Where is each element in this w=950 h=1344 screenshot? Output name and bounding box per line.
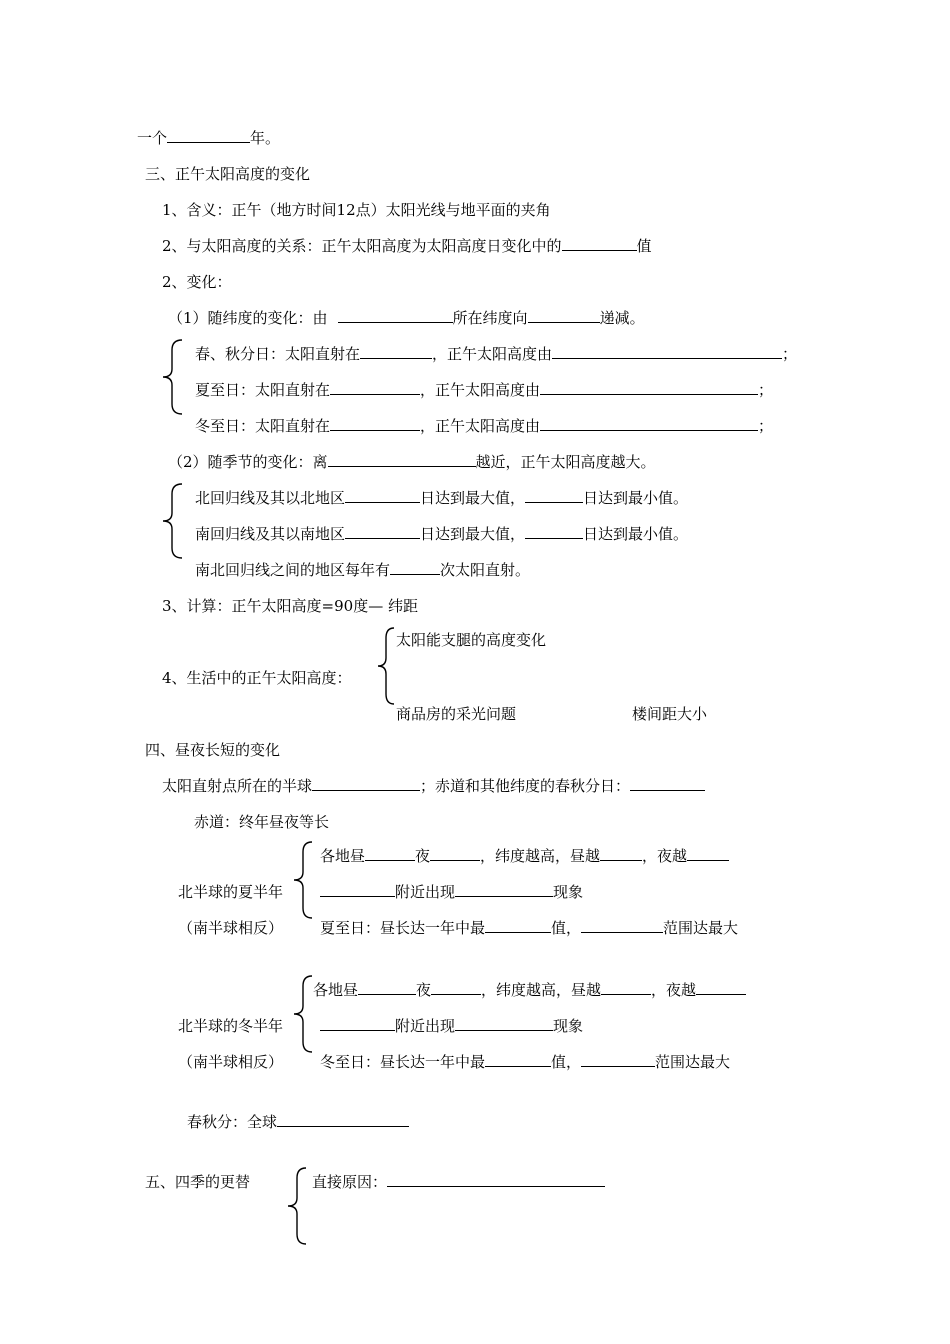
north-winter-row-2 xyxy=(320,1016,583,1036)
spacing-line: 楼间距大小 xyxy=(632,705,708,723)
text: 春秋分：全球 xyxy=(187,1113,278,1131)
year-line xyxy=(137,128,280,148)
housing-line: 商品房的采光问题 xyxy=(396,705,517,723)
text: 值 xyxy=(636,237,652,255)
blank-winter-trend[interactable] xyxy=(540,416,758,431)
north-winter-label: 北半球的冬半年 xyxy=(178,1017,284,1035)
blank-equinox-latitude[interactable] xyxy=(360,344,432,359)
blank-south-max[interactable] xyxy=(345,524,420,539)
text: 现象 xyxy=(553,883,584,901)
north-winter-reverse: （南半球相反） xyxy=(178,1053,284,1071)
blank-north-min[interactable] xyxy=(525,488,583,503)
blank-equinox-trend[interactable] xyxy=(552,344,782,359)
blank-extreme[interactable] xyxy=(485,1052,551,1067)
season-change-line xyxy=(168,452,656,472)
blank-phenomenon[interactable] xyxy=(455,1016,553,1031)
text: ，正午太阳高度由 xyxy=(432,345,553,363)
text: ；赤道和其他纬度的春秋分日： xyxy=(420,777,631,795)
text: ，纬度越高，昼越 xyxy=(480,847,601,865)
blank-distance[interactable] xyxy=(328,452,476,467)
text: 夜 xyxy=(416,981,432,999)
blank-day-length[interactable] xyxy=(358,980,416,995)
latitude-change-line xyxy=(168,308,645,328)
blank-direct-cause[interactable] xyxy=(387,1172,605,1187)
between-tropics-line xyxy=(195,560,530,580)
blank-night-trend[interactable] xyxy=(687,846,729,861)
north-summer-label: 北半球的夏半年 xyxy=(178,883,284,901)
text: 值， xyxy=(551,919,582,937)
brace-life xyxy=(376,626,396,706)
blank-region[interactable] xyxy=(320,882,395,897)
text: 夏至日：太阳直射在 xyxy=(195,381,331,399)
summer-solstice-line xyxy=(195,380,773,400)
definition-line: 1、含义：正午（地方时间12点）太阳光线与地平面的夹角 xyxy=(162,201,551,219)
text: 南回归线及其以南地区 xyxy=(195,525,346,543)
text: 各地昼 xyxy=(313,981,359,999)
blank-hemisphere[interactable] xyxy=(312,776,420,791)
text: 一个 xyxy=(137,129,168,147)
text: （2）随季节的变化：离 xyxy=(168,453,328,471)
equinox-global-line xyxy=(187,1112,409,1132)
blank-extreme[interactable] xyxy=(485,918,551,933)
text: （1）随纬度的变化：由 xyxy=(168,309,328,327)
winter-solstice-line xyxy=(195,416,773,436)
brace-seasons xyxy=(286,1166,308,1246)
text: 夏至日：昼长达一年中最 xyxy=(320,919,486,937)
text: ，正午太阳高度由 xyxy=(420,417,541,435)
text: 各地昼 xyxy=(320,847,366,865)
north-summer-row-2 xyxy=(320,882,583,902)
text: 所在纬度向 xyxy=(452,309,528,327)
blank-equinox-day[interactable] xyxy=(630,776,705,791)
text: 值， xyxy=(551,1053,582,1071)
blank-night-length[interactable] xyxy=(431,980,481,995)
text: 直接原因： xyxy=(312,1173,388,1191)
south-tropic-line xyxy=(195,524,688,544)
text: 附近出现 xyxy=(395,1017,456,1035)
blank-global[interactable] xyxy=(277,1112,409,1127)
text: 日达到最小值。 xyxy=(583,525,689,543)
blank-max-min[interactable] xyxy=(562,236,637,251)
blank-summer-latitude[interactable] xyxy=(330,380,420,395)
text: 春、秋分日：太阳直射在 xyxy=(195,345,361,363)
brace-north-winter xyxy=(292,974,314,1054)
section-5-title: 五、四季的更替 xyxy=(145,1173,251,1191)
brace-season xyxy=(160,482,184,560)
north-summer-row-3 xyxy=(320,918,738,938)
brace-latitude xyxy=(160,338,184,416)
solar-stand-line: 太阳能支腿的高度变化 xyxy=(396,631,547,649)
text: 递减。 xyxy=(599,309,645,327)
brace-north-summer xyxy=(292,840,314,920)
section-3-title: 三、正午太阳高度的变化 xyxy=(145,165,311,183)
text: 现象 xyxy=(553,1017,584,1035)
text: 次太阳直射。 xyxy=(440,561,531,579)
blank-phenomenon[interactable] xyxy=(455,882,553,897)
direct-cause-line xyxy=(312,1172,605,1192)
life-heading: 4、生活中的正午太阳高度： xyxy=(162,669,352,687)
relation-line xyxy=(162,236,652,256)
blank-south-min[interactable] xyxy=(525,524,583,539)
change-heading: 2、变化： xyxy=(162,273,232,291)
north-summer-row-1 xyxy=(320,846,729,866)
text: ； xyxy=(782,345,798,363)
text: 日达到最大值， xyxy=(420,489,526,507)
blank-region[interactable] xyxy=(320,1016,395,1031)
blank-year-unit[interactable] xyxy=(167,128,250,143)
blank-direct-point[interactable] xyxy=(338,308,453,323)
blank-night-trend[interactable] xyxy=(696,980,746,995)
blank-range[interactable] xyxy=(581,1052,655,1067)
text: 夜 xyxy=(415,847,431,865)
text: 日达到最小值。 xyxy=(583,489,689,507)
blank-winter-latitude[interactable] xyxy=(330,416,420,431)
text: ，纬度越高，昼越 xyxy=(481,981,602,999)
equator-line: 赤道：终年昼夜等长 xyxy=(194,813,330,831)
text: 北回归线及其以北地区 xyxy=(195,489,346,507)
blank-night-length[interactable] xyxy=(430,846,480,861)
north-summer-reverse: （南半球相反） xyxy=(178,919,284,937)
blank-day-trend[interactable] xyxy=(601,980,651,995)
text: ，夜越 xyxy=(642,847,688,865)
blank-summer-trend[interactable] xyxy=(540,380,758,395)
text: 冬至日：昼长达一年中最 xyxy=(320,1053,486,1071)
text: ； xyxy=(758,381,774,399)
calculation-line: 3、计算：正午太阳高度=90度— 纬距 xyxy=(162,597,418,615)
north-tropic-line xyxy=(195,488,688,508)
hemisphere-line xyxy=(162,776,705,796)
blank-times[interactable] xyxy=(390,560,440,575)
text: 冬至日：太阳直射在 xyxy=(195,417,331,435)
blank-range[interactable] xyxy=(581,918,663,933)
text: 日达到最大值， xyxy=(420,525,526,543)
text: 南北回归线之间的地区每年有 xyxy=(195,561,391,579)
text: 越近，正午太阳高度越大。 xyxy=(475,453,656,471)
text: 范围达最大 xyxy=(663,919,739,937)
text: 范围达最大 xyxy=(655,1053,731,1071)
north-winter-row-3 xyxy=(320,1052,730,1072)
equinox-line xyxy=(195,344,797,364)
text: 2、与太阳高度的关系：正午太阳高度为太阳高度日变化中的 xyxy=(162,237,562,255)
text: 太阳直射点所在的半球 xyxy=(162,777,313,795)
north-winter-row-1 xyxy=(313,980,746,1000)
text: 附近出现 xyxy=(395,883,456,901)
blank-day-length[interactable] xyxy=(365,846,415,861)
text: 年。 xyxy=(250,129,281,147)
text: ； xyxy=(758,417,774,435)
text: ，夜越 xyxy=(651,981,697,999)
text: ，正午太阳高度由 xyxy=(420,381,541,399)
section-4-title: 四、昼夜长短的变化 xyxy=(145,741,281,759)
blank-day-trend[interactable] xyxy=(600,846,642,861)
blank-north-max[interactable] xyxy=(345,488,420,503)
blank-direction[interactable] xyxy=(528,308,600,323)
